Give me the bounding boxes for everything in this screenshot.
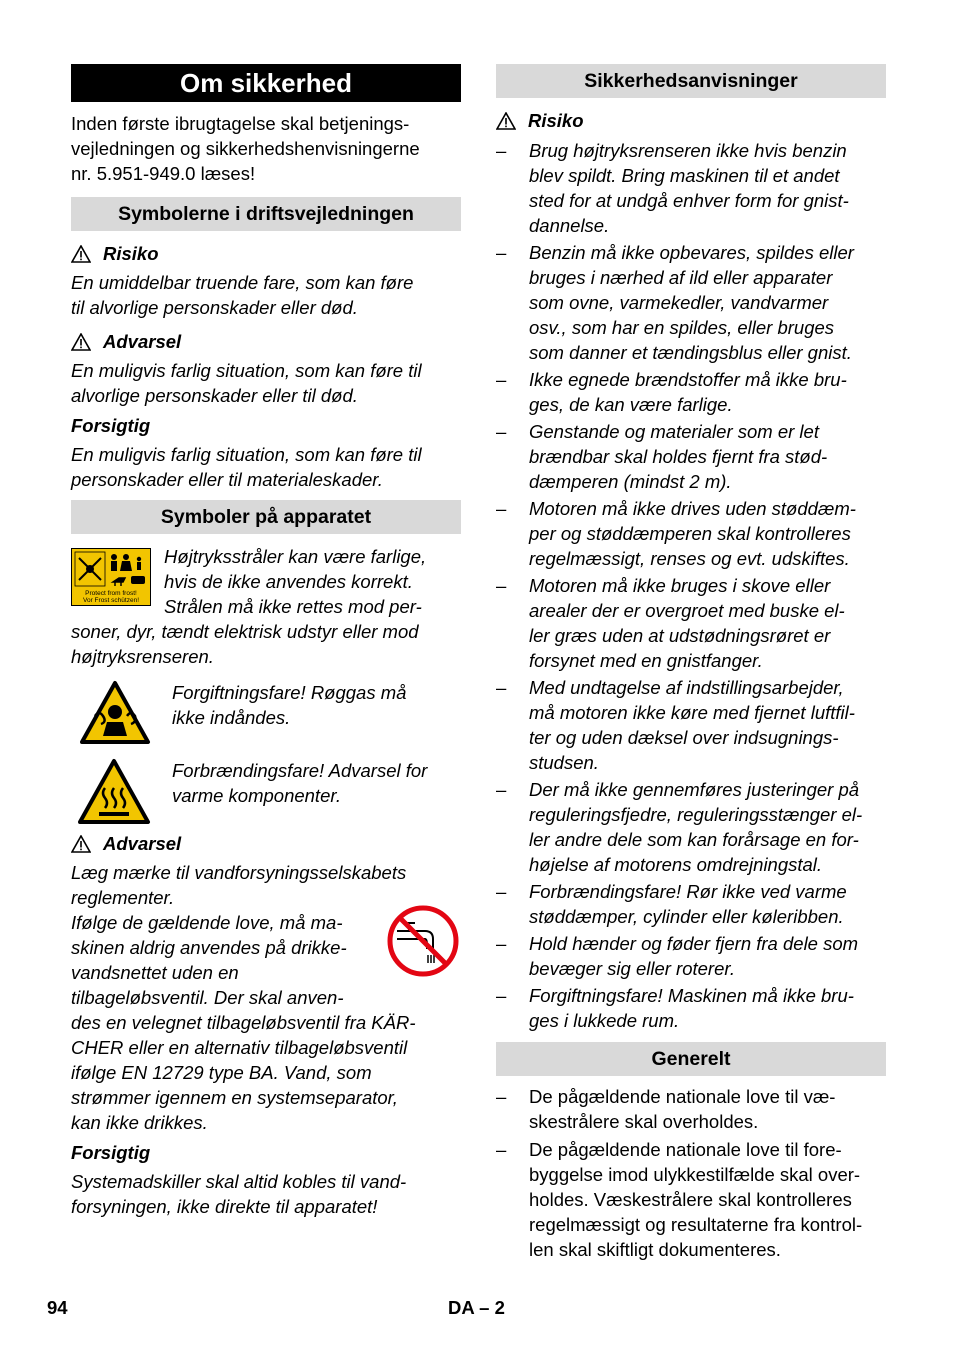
text-line: ter og uden dæksel over indsugnings-: [529, 727, 839, 748]
list-dash: –: [496, 242, 507, 263]
text-line: nr. 5.951-949.0 læses!: [71, 163, 256, 184]
text-line: forsyningen, ikke direkte til apparatet!: [71, 1196, 378, 1217]
text-line: De pågældende nationale love til væ-: [529, 1086, 836, 1107]
advarsel2-heading: [71, 831, 461, 856]
text-line: Inden første ibrugtagelse skal betjenings-: [71, 113, 410, 134]
list-dash: –: [496, 779, 507, 800]
forsigtig-text: [71, 442, 461, 492]
section-heading-safety-instructions: Sikkerhedsanvisninger: [496, 64, 886, 98]
list-dash: –: [496, 421, 507, 442]
list-dash: –: [496, 575, 507, 596]
list-item-text: [529, 367, 886, 417]
jet-text-line-3: Strålen må ikke rettes mod per-: [164, 596, 422, 617]
hot-surface-warning-icon: [77, 758, 151, 826]
text-line: Benzin må ikke opbevares, spildes eller: [529, 242, 854, 263]
page-code: DA – 2: [448, 1297, 505, 1318]
text-line: bruges i nærhed af ild eller apparater: [529, 267, 833, 288]
list-item-text: [529, 931, 886, 981]
poison-warning-block: [71, 680, 461, 750]
text-line: som danner et tændingsblus eller gnist.: [529, 342, 852, 363]
water-text-line-5: vandsnettet uden en: [71, 962, 239, 983]
water-text-line-3: Ifølge de gældende love, må ma-: [71, 912, 343, 933]
text-line: støddæmper, cylinder eller køleribben.: [529, 906, 844, 927]
risiko-heading: [71, 241, 461, 266]
text-line: holdes. Væskestrålere skal kontrolleres: [529, 1189, 852, 1210]
list-item: [496, 1084, 886, 1134]
text-line: skestrålere skal overholdes.: [529, 1111, 759, 1132]
list-item: [496, 367, 886, 417]
sticker-text-line-1: Protect from frost!: [85, 590, 137, 597]
list-dash: –: [496, 1086, 507, 1107]
text-line: Brug højtryksrenseren ikke hvis benzin: [529, 140, 847, 161]
jet-text-line-4: soner, dyr, tændt elektrisk udstyr eller mod: [71, 621, 419, 642]
warning-triangle-icon: [71, 333, 91, 351]
forsigtig2-text: [71, 1169, 461, 1219]
water-text-line-10: strømmer igennem en systemseparator,: [71, 1087, 398, 1108]
list-item-text: [529, 1137, 886, 1262]
list-dash: –: [496, 1139, 507, 1160]
text-line: ges i lukkede rum.: [529, 1010, 680, 1031]
right-risiko-label: Risiko: [528, 110, 584, 131]
jet-text-line-5: højtryksrenseren.: [71, 646, 214, 667]
risiko-label: Risiko: [103, 243, 159, 264]
text-line: byggelse imod ulykkestilfælde skal over-: [529, 1164, 861, 1185]
burn-text-line-2: varme komponenter.: [172, 785, 341, 806]
text-line: osv., som har en spildes, eller bruges: [529, 317, 835, 338]
text-line: til alvorlige personskader eller død.: [71, 297, 358, 318]
section-heading-device-symbols: Symboler på apparatet: [71, 500, 461, 534]
text-line: regelmæssigt, renses og evt. udskiftes.: [529, 548, 850, 569]
text-line: Med undtagelse af indstillingsarbejder,: [529, 677, 844, 698]
jet-warning-block: [71, 544, 461, 668]
water-text-line-11: kan ikke drikkes.: [71, 1112, 208, 1133]
list-item: [496, 675, 886, 775]
forsigtig-label: Forsigtig: [71, 415, 151, 436]
text-line: studsen.: [529, 752, 599, 773]
text-line: ler andre dele som kan forårsage en for-: [529, 829, 859, 850]
poison-text-line-1: Forgiftningsfare! Røggas må: [172, 682, 407, 703]
text-line: reguleringsfjedre, reguleringsstænger el-: [529, 804, 863, 825]
list-dash: –: [496, 498, 507, 519]
text-line: ges, de kan være farlige.: [529, 394, 733, 415]
text-line: Motoren må ikke drives uden støddæm-: [529, 498, 856, 519]
water-text-line-9: ifølge EN 12729 type BA. Vand, som: [71, 1062, 372, 1083]
text-line: sted for at undgå enhver form for gnist-: [529, 190, 849, 211]
text-line: brændbar skal holdes fjernt fra stød-: [529, 446, 828, 467]
text-line: dannelse.: [529, 215, 610, 236]
list-item: [496, 1137, 886, 1262]
text-line: bevæger sig eller roterer.: [529, 958, 735, 979]
toxic-gas-warning-icon: [79, 680, 151, 746]
list-item-text: [529, 419, 886, 494]
burn-text-line-1: Forbrændingsfare! Advarsel for: [172, 760, 428, 781]
text-line: Genstande og materialer som er let: [529, 421, 819, 442]
poison-text-line-2: ikke indåndes.: [172, 707, 291, 728]
page-title: Om sikkerhed: [71, 64, 461, 102]
text-line: Motoren må ikke bruges i skove eller: [529, 575, 831, 596]
list-item: [496, 983, 886, 1033]
text-line: arealer der er overgroet med buske el-: [529, 600, 845, 621]
water-text-line-8: CHER eller en alternativ tilbageløbsventil: [71, 1037, 408, 1058]
list-item: [496, 777, 886, 877]
list-dash: –: [496, 140, 507, 161]
list-item: [496, 419, 886, 494]
text-line: Hold hænder og føder fjern fra dele som: [529, 933, 859, 954]
list-item-text: [529, 777, 886, 877]
section-heading-general: Generelt: [496, 1042, 886, 1076]
high-pressure-jet-sticker-icon: [71, 548, 151, 606]
text-line: En muligvis farlig situation, som kan føre til: [71, 360, 422, 381]
text-line: len skal skiftligt dokumenteres.: [529, 1239, 781, 1260]
section-heading-symbols: Symbolerne i driftsvejledningen: [71, 197, 461, 231]
text-line: Forgiftningsfare! Maskinen må ikke bru-: [529, 985, 854, 1006]
list-item: [496, 573, 886, 673]
warning-triangle-icon: [71, 835, 91, 853]
advarsel-text: [71, 358, 461, 408]
right-column: [496, 64, 886, 1262]
list-item: [496, 879, 886, 929]
page-number: 94: [47, 1297, 68, 1318]
text-line: regelmæssigt og resultaterne fra kontrol-: [529, 1214, 863, 1235]
warning-triangle-icon: [71, 245, 91, 263]
text-line: Forbrændingsfare! Rør ikke ved varme: [529, 881, 847, 902]
text-line: En umiddelbar truende fare, som kan føre: [71, 272, 414, 293]
list-dash: –: [496, 369, 507, 390]
list-dash: –: [496, 933, 507, 954]
no-drinking-water-connection-icon: [387, 905, 459, 977]
right-risiko-heading: [496, 108, 886, 133]
text-line: må motoren ikke køre med fjernet luftfil-: [529, 702, 855, 723]
water-text-line-4: skinen aldrig anvendes på drikke-: [71, 937, 347, 958]
list-item-text: [529, 675, 886, 775]
water-text-line-6: tilbageløbsventil. Der skal anven-: [71, 987, 344, 1008]
list-item-text: [529, 879, 886, 929]
text-line: dæmperen (mindst 2 m).: [529, 471, 732, 492]
list-item: [496, 240, 886, 365]
general-list: [496, 1084, 886, 1262]
risiko-text: [71, 270, 461, 320]
list-item: [496, 931, 886, 981]
jet-text-line-2: hvis de ikke anvendes korrekt.: [164, 571, 413, 592]
list-item-text: [529, 573, 886, 673]
water-supply-block: [71, 860, 461, 1135]
advarsel2-label: Advarsel: [103, 833, 182, 854]
text-line: højelse af motorens omdrejningstal.: [529, 854, 823, 875]
text-line: som ovne, varmekedler, vandvarmer: [529, 292, 829, 313]
list-item: [496, 496, 886, 571]
list-item-text: [529, 496, 886, 571]
jet-text-line-1: Højtryksstråler kan være farlige,: [164, 546, 427, 567]
list-item-text: [529, 1084, 886, 1134]
risk-list: [496, 138, 886, 1033]
list-item-text: [529, 138, 886, 238]
list-item-text: [529, 983, 886, 1033]
list-dash: –: [496, 985, 507, 1006]
text-line: ler græs uden at udstødningsrøret er: [529, 625, 831, 646]
text-line: Ikke egnede brændstoffer må ikke bru-: [529, 369, 847, 390]
forsigtig2-label: Forsigtig: [71, 1142, 151, 1163]
list-item-text: [529, 240, 886, 365]
water-text-line-7: des en velegnet tilbageløbsventil fra KÄR-: [71, 1012, 416, 1033]
text-line: personskader eller til materialeskader.: [71, 469, 383, 490]
list-dash: –: [496, 881, 507, 902]
text-line: per og støddæmperen skal kontrolleres: [529, 523, 851, 544]
list-item: [496, 138, 886, 238]
text-line: De pågældende nationale love til fore-: [529, 1139, 842, 1160]
advarsel-label: Advarsel: [103, 331, 182, 352]
intro-paragraph: [71, 111, 461, 186]
text-line: Systemadskiller skal altid kobles til vand-: [71, 1171, 407, 1192]
left-column: [71, 64, 461, 1219]
sticker-text-line-2: Vor Frost schützen!: [83, 597, 139, 604]
text-line: blev spildt. Bring maskinen til et andet: [529, 165, 840, 186]
text-line: En muligvis farlig situation, som kan føre til: [71, 444, 422, 465]
text-line: Der må ikke gennemføres justeringer på: [529, 779, 860, 800]
advarsel-heading: [71, 329, 461, 354]
list-dash: –: [496, 677, 507, 698]
text-line: vejledningen og sikkerhedshenvisningerne: [71, 138, 420, 159]
warning-triangle-icon: [496, 112, 516, 130]
text-line: forsynet med en gnistfanger.: [529, 650, 763, 671]
burn-warning-block: [71, 758, 461, 830]
water-text-line-1: Læg mærke til vandforsyningsselskabets: [71, 862, 407, 883]
text-line: alvorlige personskader eller til død.: [71, 385, 358, 406]
water-text-line-2: reglementer.: [71, 887, 175, 908]
